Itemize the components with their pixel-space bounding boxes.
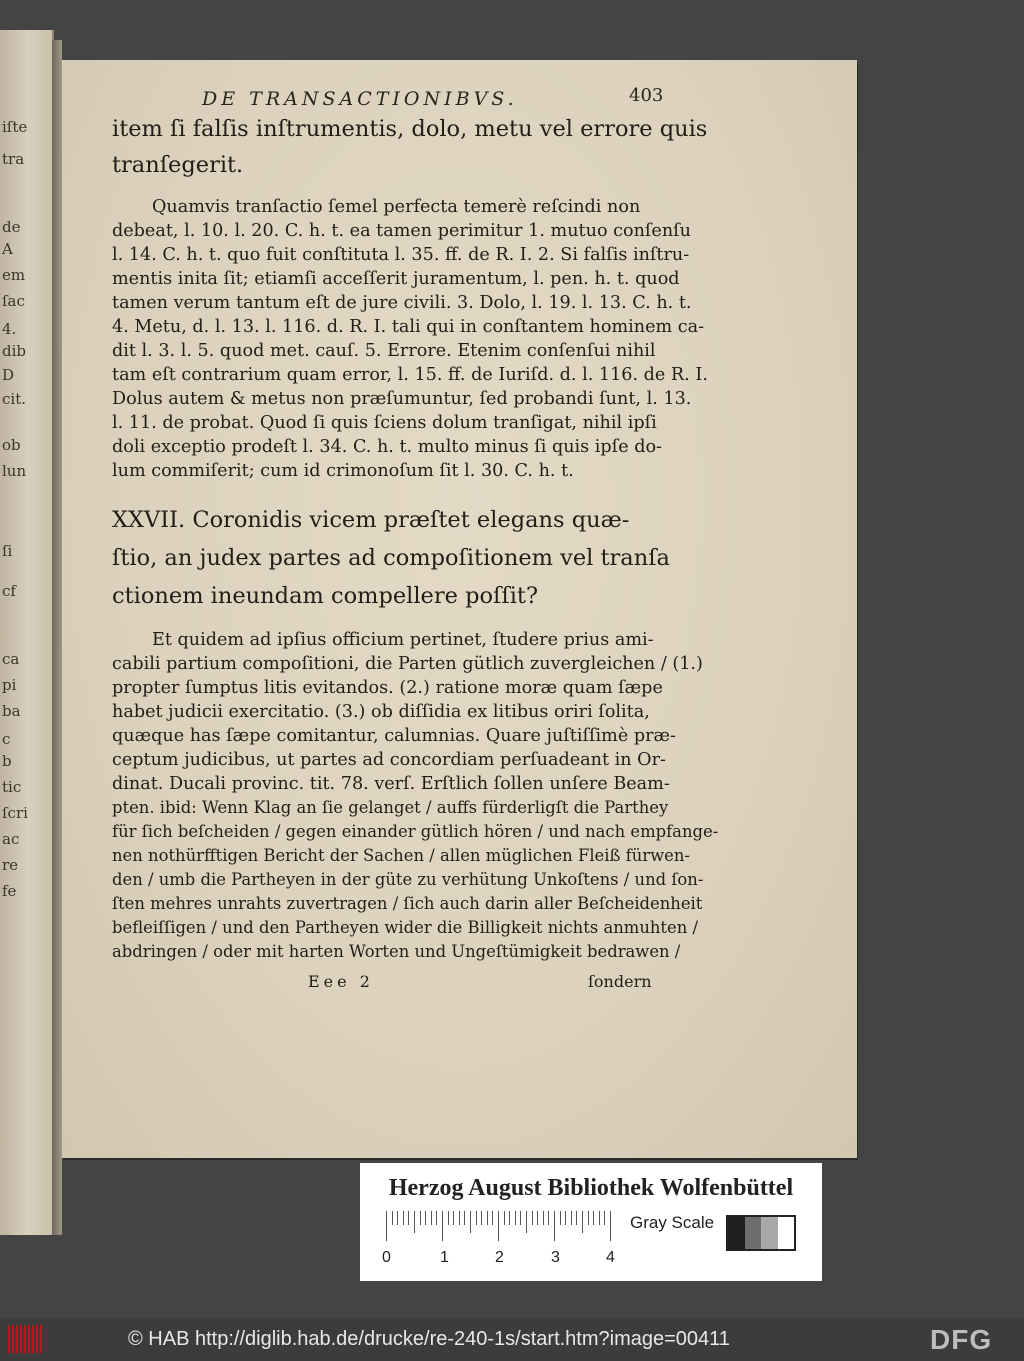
fraktur-line: nen nothürfftigen Bericht der Sachen / allen müglichen Fleiß fürwen- (112, 846, 690, 865)
ruler-tick (554, 1211, 555, 1241)
ruler-tick (504, 1211, 505, 1225)
left-page-fragment: iſte (2, 118, 28, 136)
paragraph-line: l. 14. C. h. t. quo fuit conſtituta l. 35. ff. de R. I. 2. Si falſis inſtru- (112, 245, 690, 265)
paragraph-line: quæque has ſæpe comitantur, calumnias. Quare juſtiſſimè præ- (112, 726, 676, 746)
paragraph-line: propter ſumptus litis evitandos. (2.) ratione moræ quam ſæpe (112, 678, 663, 698)
left-page-fragment: 4. (2, 320, 17, 338)
paragraph-line: ceptum judicibus, ut partes ad concordiam perſuadeant in Or- (112, 750, 666, 770)
ruler-tick (459, 1211, 460, 1225)
left-page-fragment: cit. (2, 390, 26, 408)
paragraph-line: Et quidem ad ipſius officium pertinet, ſtudere prius ami- (152, 630, 654, 650)
page-gutter (52, 40, 62, 1235)
paragraph-line: tam eſt contrarium quam error, l. 15. ff. de Iuriſd. d. l. 116. de R. I. (112, 365, 708, 385)
ruler-tick (610, 1211, 611, 1241)
ruler-tick (604, 1211, 605, 1225)
left-page-fragment: ac (2, 830, 20, 848)
ruler-tick (565, 1211, 566, 1225)
ruler-tick (448, 1211, 449, 1225)
ruler-tick (571, 1211, 572, 1225)
ruler-tick (543, 1211, 544, 1225)
left-page-fragment: tic (2, 778, 22, 796)
ruler-tick (560, 1211, 561, 1225)
scale-number: 1 (440, 1249, 449, 1266)
fraktur-line: abdringen / oder mit harten Worten und Ungeſtümigkeit bedrawen / (112, 942, 681, 961)
left-page-fragment: ſac (2, 292, 25, 310)
ruler-tick (397, 1211, 398, 1225)
ruler-tick (442, 1211, 443, 1241)
ruler-tick (526, 1211, 527, 1233)
left-page-fragment: lun (2, 462, 27, 480)
gray-scale-label: Gray Scale (630, 1213, 715, 1232)
ruler-tick (403, 1211, 404, 1225)
ruler-tick (599, 1211, 600, 1225)
ruler-tick (593, 1211, 594, 1225)
library-title: Herzog August Bibliothek Wolfenbüttel (388, 1175, 794, 1201)
scale-ruler (386, 1211, 621, 1241)
left-page-fragment: dib (2, 342, 27, 360)
left-page-fragment: cf (2, 582, 16, 600)
gray-swatch (745, 1217, 762, 1249)
ruler-tick (492, 1211, 493, 1225)
intro-line: tranſegerit. (112, 152, 244, 178)
ruler-tick (425, 1211, 426, 1225)
ruler-tick (537, 1211, 538, 1225)
intro-line: item ſi falſis inſtrumentis, dolo, metu vel errore quis (112, 116, 708, 142)
left-page-fragment: ca (2, 650, 20, 668)
scale-number: 0 (382, 1249, 391, 1266)
paragraph-line: dit l. 3. l. 5. quod met. cauſ. 5. Errore. Etenim conſenſui nihil (112, 341, 656, 361)
ruler-tick (498, 1211, 499, 1241)
ruler-tick (436, 1211, 437, 1225)
paragraph-line: lum commiſerit; cum id crimonoſum ſit l. 30. C. h. t. (112, 461, 574, 481)
left-page-fragment: D (2, 366, 15, 384)
paragraph-line: l. 11. de probat. Quod ſi quis ſciens dolum tranſigat, nihil ipſi (112, 413, 657, 433)
ruler-tick (392, 1211, 393, 1225)
scale-number: 2 (495, 1249, 504, 1266)
ruler-tick (431, 1211, 432, 1225)
footer-bar (0, 1318, 1024, 1361)
left-page-fragment: A (2, 240, 13, 258)
paragraph-line: Dolus autem & metus non præſumuntur, ſed probandi ſunt, l. 13. (112, 389, 692, 409)
left-page-fragment: tra (2, 150, 25, 168)
ruler-tick (509, 1211, 510, 1225)
fraktur-line: ſten mehres unrahts zuvertragen / ſich auch darin aller Beſcheidenheit (112, 894, 703, 913)
scale-number: 4 (606, 1249, 615, 1266)
left-page-fragment: pi (2, 676, 17, 694)
paragraph-line: cabili partium compoſitioni, die Parten gütlich zuvergleichen / (1.) (112, 654, 703, 674)
left-page-fragment: ba (2, 702, 21, 720)
left-page-fragment: em (2, 266, 26, 284)
paragraph-line: Quamvis tranſactio ſemel perfecta temerè reſcindi non (152, 197, 641, 217)
left-page-fragment: c (2, 730, 11, 748)
ruler-tick (548, 1211, 549, 1225)
ruler-tick (414, 1211, 415, 1233)
left-page-fragment: ob (2, 436, 21, 454)
ruler-tick (470, 1211, 471, 1233)
left-page-fragment: fe (2, 882, 17, 900)
gray-swatch (761, 1217, 778, 1249)
library-color-chart-label (360, 1163, 822, 1281)
ruler-tick (576, 1211, 577, 1225)
paragraph-line: 4. Metu, d. l. 13. l. 116. d. R. I. tali qui in conſtantem hominem ca- (112, 317, 705, 337)
left-page-fragment: ſi (2, 542, 13, 560)
fraktur-line: den / umb die Partheyen in der güte zu verhütung Unkoſtens / und ſon- (112, 870, 704, 889)
gray-swatch (728, 1217, 745, 1249)
section-heading-line: ctionem ineundam compellere poſſit? (112, 583, 539, 609)
ruler-tick (408, 1211, 409, 1225)
paragraph-line: mentis inita ſit; etiamſi acceſſerit juramentum, l. pen. h. t. quod (112, 269, 680, 289)
left-page-fragment: ſcri (2, 804, 28, 822)
book-page (62, 60, 857, 1158)
gray-scale-swatches (726, 1215, 796, 1251)
paragraph-line: debeat, l. 10. l. 20. C. h. t. ea tamen perimitur 1. mutuo conſenſu (112, 221, 692, 241)
page-number: 403 (629, 85, 664, 106)
section-heading-line: XXVII. Coronidis vicem præſtet elegans quæ- (112, 507, 630, 533)
left-page-fragment: b (2, 752, 12, 770)
ruler-tick (420, 1211, 421, 1225)
paragraph-line: habet judicii exercitatio. (3.) ob diſſidia ex litibus oriri ſolita, (112, 702, 650, 722)
fraktur-line: für ſich beſcheiden / gegen einander gütlich hören / und nach empfange- (112, 822, 719, 841)
left-page-fragment: re (2, 856, 19, 874)
paragraph-line: tamen verum tantum eſt de jure civili. 3. Dolo, l. 19. l. 13. C. h. t. (112, 293, 692, 313)
copyright-url[interactable]: © HAB http://diglib.hab.de/drucke/re-240-1s/start.htm?image=00411 (128, 1328, 730, 1350)
ruler-tick (386, 1211, 387, 1241)
catchword: ſondern (588, 972, 652, 991)
printer-signature: Eee 2 (308, 972, 374, 991)
ruler-tick (476, 1211, 477, 1225)
running-head: DE TRANSACTIONIBVS. (202, 88, 518, 110)
paragraph-line: doli exceptio prodeſt l. 34. C. h. t. multo minus ſi quis ipſe do- (112, 437, 663, 457)
ruler-tick (487, 1211, 488, 1225)
ruler-tick (481, 1211, 482, 1225)
ruler-tick (520, 1211, 521, 1225)
scale-number: 3 (551, 1249, 560, 1266)
ruler-tick (588, 1211, 589, 1225)
paragraph-line: dinat. Ducali provinc. tit. 78. verſ. Erſtlich ſollen unſere Beam- (112, 774, 670, 794)
left-page-fragment: de (2, 218, 21, 236)
ruler-tick (453, 1211, 454, 1225)
previous-page-edge (0, 30, 54, 1235)
gray-swatch (778, 1217, 795, 1249)
ruler-tick (515, 1211, 516, 1225)
section-heading-line: ſtio, an judex partes ad compoſitionem vel tranſa (112, 545, 670, 571)
fraktur-line: pten. ibid: Wenn Klag an ſie gelanget / auffs fürderligſt die Parthey (112, 798, 669, 817)
fraktur-line: befleiſſigen / und den Partheyen wider die Billigkeit nichts anmuhten / (112, 918, 699, 937)
dfg-logo: DFG (930, 1324, 993, 1355)
ruler-tick (582, 1211, 583, 1233)
ruler-tick (532, 1211, 533, 1225)
ruler-tick (464, 1211, 465, 1225)
barcode-icon (8, 1325, 44, 1353)
